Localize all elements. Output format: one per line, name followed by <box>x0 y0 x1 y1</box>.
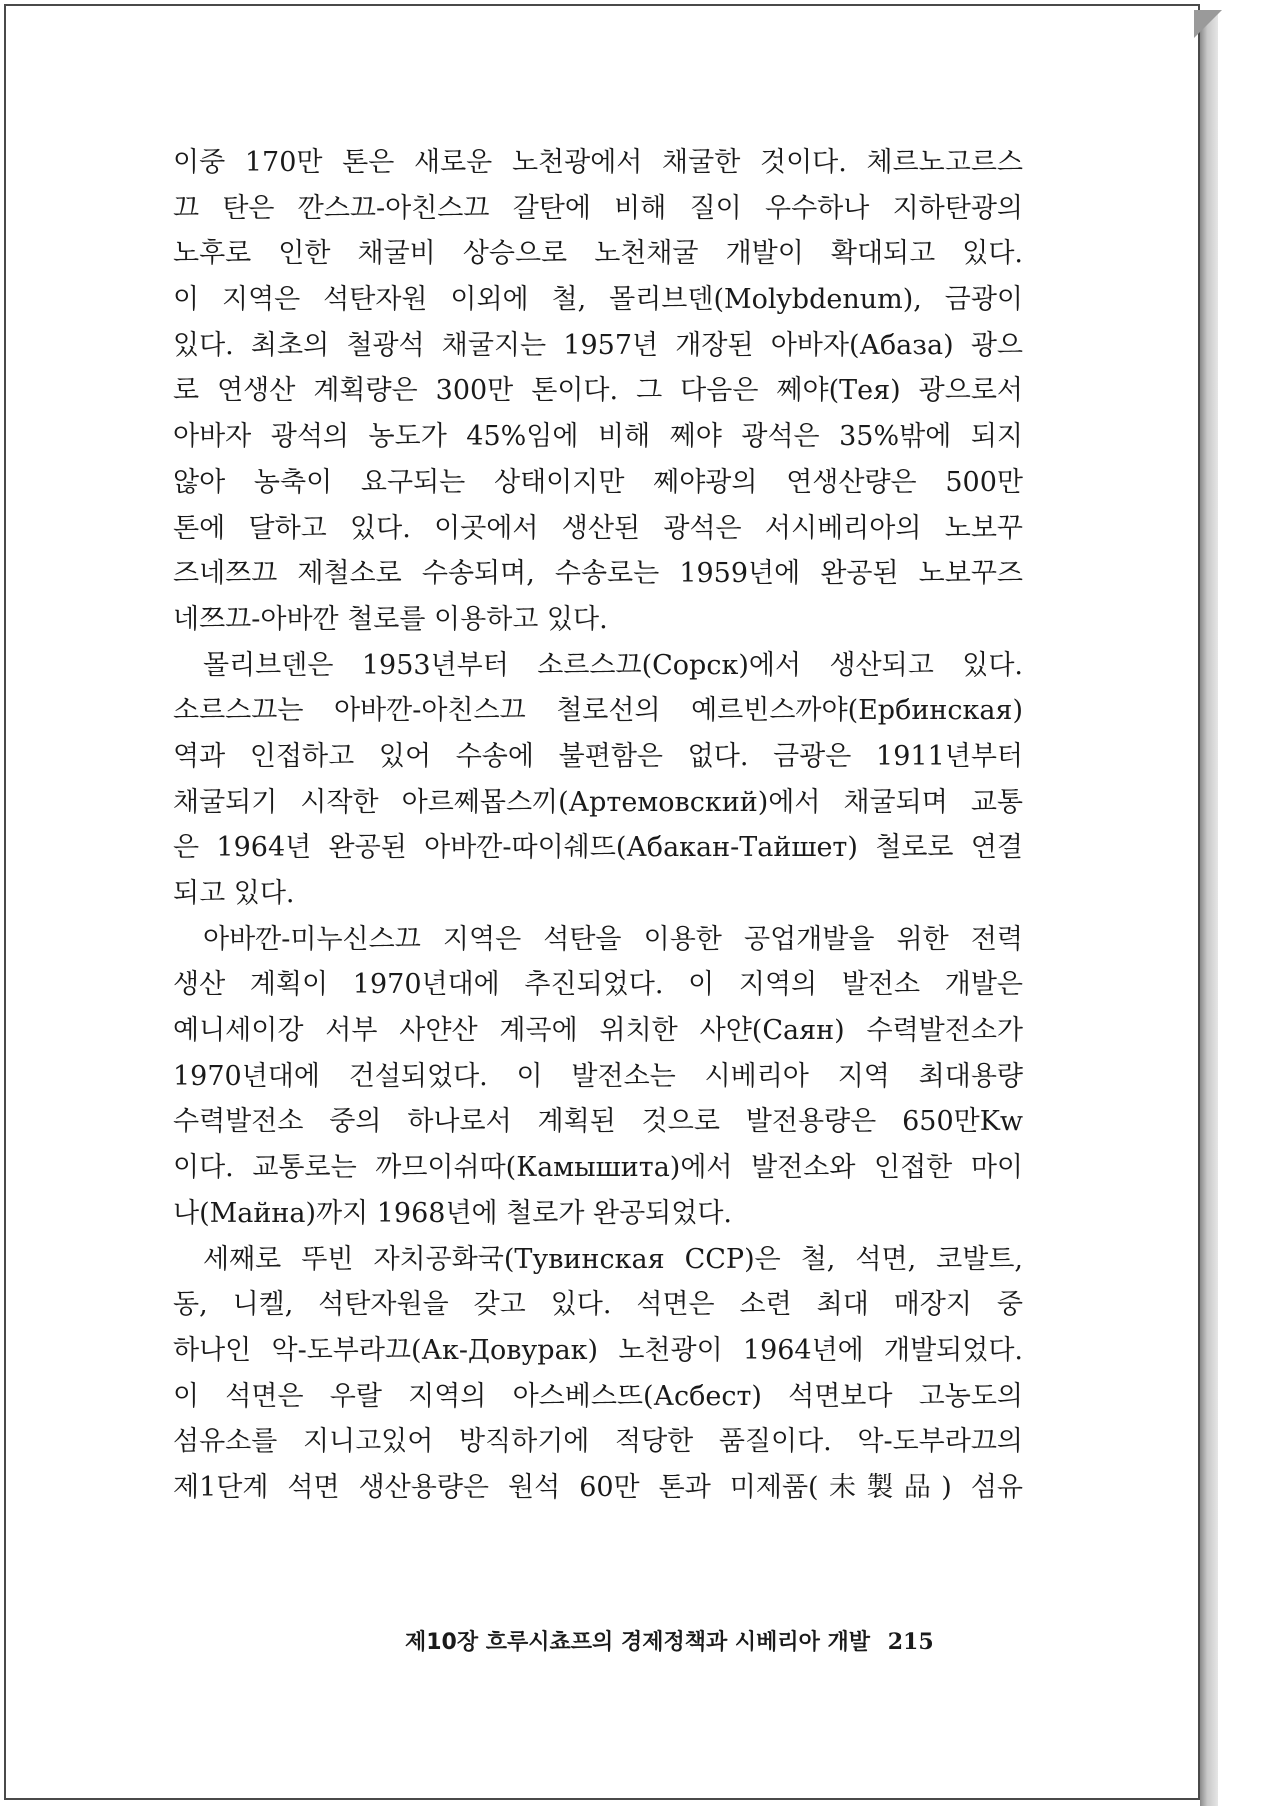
text-line: 하나인 악-도부라끄(Ак-Довурак) 노천광이 1964년에 개발되었다. <box>173 1334 1023 1366</box>
text-line: 아바깐-미누신스끄 지역은 석탄을 이용한 공업개발을 위한 전력 <box>203 923 1023 955</box>
text-line: 있다. 최초의 철광석 채굴지는 1957년 개장된 아바자(Абаза) 광으 <box>173 329 1023 361</box>
text-line: 노후로 인한 채굴비 상승으로 노천채굴 개발이 확대되고 있다. <box>173 238 1023 270</box>
body-text <box>173 140 1023 1511</box>
page-edge-shadow <box>1200 14 1218 1806</box>
text-line: 몰리브덴은 1953년부터 소르스끄(Сорск)에서 생산되고 있다. <box>203 649 1023 681</box>
text-line: 되고 있다. <box>173 878 295 909</box>
running-head: 제10장 흐루시쵸프의 경제정책과 시베리아 개발 <box>405 1630 871 1655</box>
text-line: 끄 탄은 깐스끄-아친스끄 갈탄에 비해 질이 우수하나 지하탄광의 <box>173 192 1023 224</box>
text-line: 소르스끄는 아바깐-아친스끄 철로선의 예르빈스까야(Ербинская) <box>173 695 1023 727</box>
text-line: 이 지역은 석탄자원 이외에 철, 몰리브덴(Molybdenum), 금광이 <box>173 284 1023 316</box>
text-line: 역과 인접하고 있어 수송에 불편함은 없다. 금광은 1911년부터 <box>173 740 1023 772</box>
text-line: 이다. 교통로는 까므이쉬따(Камышита)에서 발전소와 인접한 마이 <box>173 1152 1023 1184</box>
text-line: 이 석면은 우랄 지역의 아스베스뜨(Асбест) 석면보다 고농도의 <box>173 1380 1023 1412</box>
text-line: 섬유소를 지니고있어 방직하기에 적당한 품질이다. 악-도부라끄의 <box>173 1426 1023 1458</box>
page-number: 215 <box>887 1629 934 1655</box>
text-line: 않아 농축이 요구되는 상태이지만 쩨야광의 연생산량은 500만 <box>173 466 1023 498</box>
text-line: 아바자 광석의 농도가 45%임에 비해 쩨야 광석은 35%밖에 되지 <box>173 421 1023 453</box>
text-line: 은 1964년 완공된 아바깐-따이쉐뜨(Абакан-Тайшет) 철로로 연결 <box>173 832 1023 864</box>
text-line: 네쯔끄-아바깐 철로를 이용하고 있다. <box>173 603 608 635</box>
text-line: 제1단계 석면 생산용량은 원석 60만 톤과 미제품(未製品) 섬유 <box>173 1471 1023 1503</box>
text-line: 세째로 뚜빈 자치공화국(Тувинская ССР)은 철, 석면, 코발트, <box>203 1243 1023 1275</box>
text-line: 예니세이강 서부 사얀산 계곡에 위치한 사얀(Саян) 수력발전소가 <box>173 1015 1023 1047</box>
text-line: 1970년대에 건설되었다. 이 발전소는 시베리아 지역 최대용량 <box>173 1060 1023 1092</box>
text-line: 수력발전소 중의 하나로서 계획된 것으로 발전용량은 650만Kw <box>173 1106 1023 1138</box>
text-line: 즈네쯔끄 제철소로 수송되며, 수송로는 1959년에 완공된 노보꾸즈 <box>173 558 1023 590</box>
page-footer <box>405 1625 995 1656</box>
text-line: 채굴되기 시작한 아르쩨몹스끼(Артемовский)에서 채굴되며 교통 <box>173 786 1023 818</box>
text-line: 나(Майна)까지 1968년에 철로가 완공되었다. <box>173 1197 733 1229</box>
page-corner-fold-icon <box>1194 10 1222 38</box>
text-line: 생산 계획이 1970년대에 추진되었다. 이 지역의 발전소 개발은 <box>173 969 1023 1001</box>
text-line: 로 연생산 계획량은 300만 톤이다. 그 다음은 쩨야(Тея) 광으로서 <box>173 375 1023 407</box>
text-line: 동, 니켈, 석탄자원을 갖고 있다. 석면은 소련 최대 매장지 중 <box>173 1289 1023 1321</box>
text-line: 이중 170만 톤은 새로운 노천광에서 채굴한 것이다. 체르노고르스 <box>173 147 1023 178</box>
text-line: 톤에 달하고 있다. 이곳에서 생산된 광석은 서시베리아의 노보꾸 <box>173 512 1023 544</box>
